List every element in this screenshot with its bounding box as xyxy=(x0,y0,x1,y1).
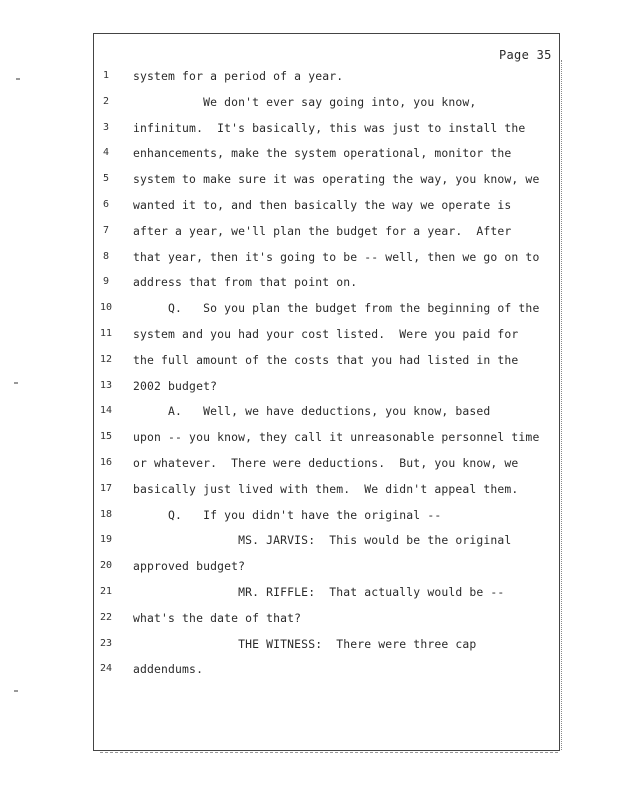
line-number: 14 xyxy=(99,405,113,416)
line-number: 16 xyxy=(99,457,113,468)
transcript-line: 2002 budget? xyxy=(133,379,218,393)
line-number: 23 xyxy=(99,638,113,649)
line-number: 7 xyxy=(102,225,110,236)
transcript-line: basically just lived with them. We didn't appeal them. xyxy=(133,482,519,496)
line-number: 8 xyxy=(102,251,110,262)
scan-bottom-line xyxy=(100,752,558,754)
transcript-line: MS. JARVIS: This would be the original xyxy=(133,533,512,547)
transcript-line: MR. RIFFLE: That actually would be -- xyxy=(133,585,505,599)
transcript-line: the full amount of the costs that you had listed in the xyxy=(133,353,519,367)
transcript-line: what's the date of that? xyxy=(133,611,302,625)
line-number: 22 xyxy=(99,612,113,623)
transcript-line: enhancements, make the system operational, monitor the xyxy=(133,146,512,160)
line-number: 3 xyxy=(102,122,110,133)
page-edge-shadow xyxy=(561,60,564,750)
line-number: 2 xyxy=(102,96,110,107)
line-number: 1 xyxy=(102,70,110,81)
line-number: 17 xyxy=(99,483,113,494)
transcript-line: that year, then it's going to be -- well, then we go on to xyxy=(133,250,540,264)
line-number: 21 xyxy=(99,586,113,597)
line-number: 13 xyxy=(99,380,113,391)
transcript-line: address that from that point on. xyxy=(133,275,358,289)
line-number: 9 xyxy=(102,276,110,287)
margin-hole-mark xyxy=(16,78,20,80)
transcript-line: upon -- you know, they call it unreasonable personnel time xyxy=(133,430,540,444)
line-number: 19 xyxy=(99,534,113,545)
line-number: 15 xyxy=(99,431,113,442)
line-number: 4 xyxy=(102,147,110,158)
transcript-line: Q. If you didn't have the original -- xyxy=(133,508,442,522)
transcript-line: We don't ever say going into, you know, xyxy=(133,95,477,109)
margin-hole-mark xyxy=(14,382,18,384)
line-number: 20 xyxy=(99,560,113,571)
transcript-line: or whatever. There were deductions. But, you know, we xyxy=(133,456,519,470)
line-number: 24 xyxy=(99,663,113,674)
line-number: 18 xyxy=(99,509,113,520)
line-number: 10 xyxy=(99,302,113,313)
transcript-line: Q. So you plan the budget from the beginning of the xyxy=(133,301,540,315)
transcript-line: system for a period of a year. xyxy=(133,69,344,83)
transcript-line: addendums. xyxy=(133,662,204,676)
line-number: 12 xyxy=(99,354,113,365)
line-number: 11 xyxy=(99,328,113,339)
transcript-line: approved budget? xyxy=(133,559,246,573)
line-number: 6 xyxy=(102,199,110,210)
margin-hole-mark xyxy=(14,690,18,692)
transcript-line: wanted it to, and then basically the way we operate is xyxy=(133,198,512,212)
transcript-line: system and you had your cost listed. Were you paid for xyxy=(133,327,519,341)
transcript-line: infinitum. It's basically, this was just to install the xyxy=(133,121,526,135)
transcript-line: system to make sure it was operating the way, you know, we xyxy=(133,172,540,186)
page-number: Page 35 xyxy=(499,48,552,62)
transcript-line: THE WITNESS: There were three cap xyxy=(133,637,477,651)
line-number: 5 xyxy=(102,173,110,184)
transcript-line: after a year, we'll plan the budget for a year. After xyxy=(133,224,512,238)
transcript-line: A. Well, we have deductions, you know, based xyxy=(133,404,491,418)
